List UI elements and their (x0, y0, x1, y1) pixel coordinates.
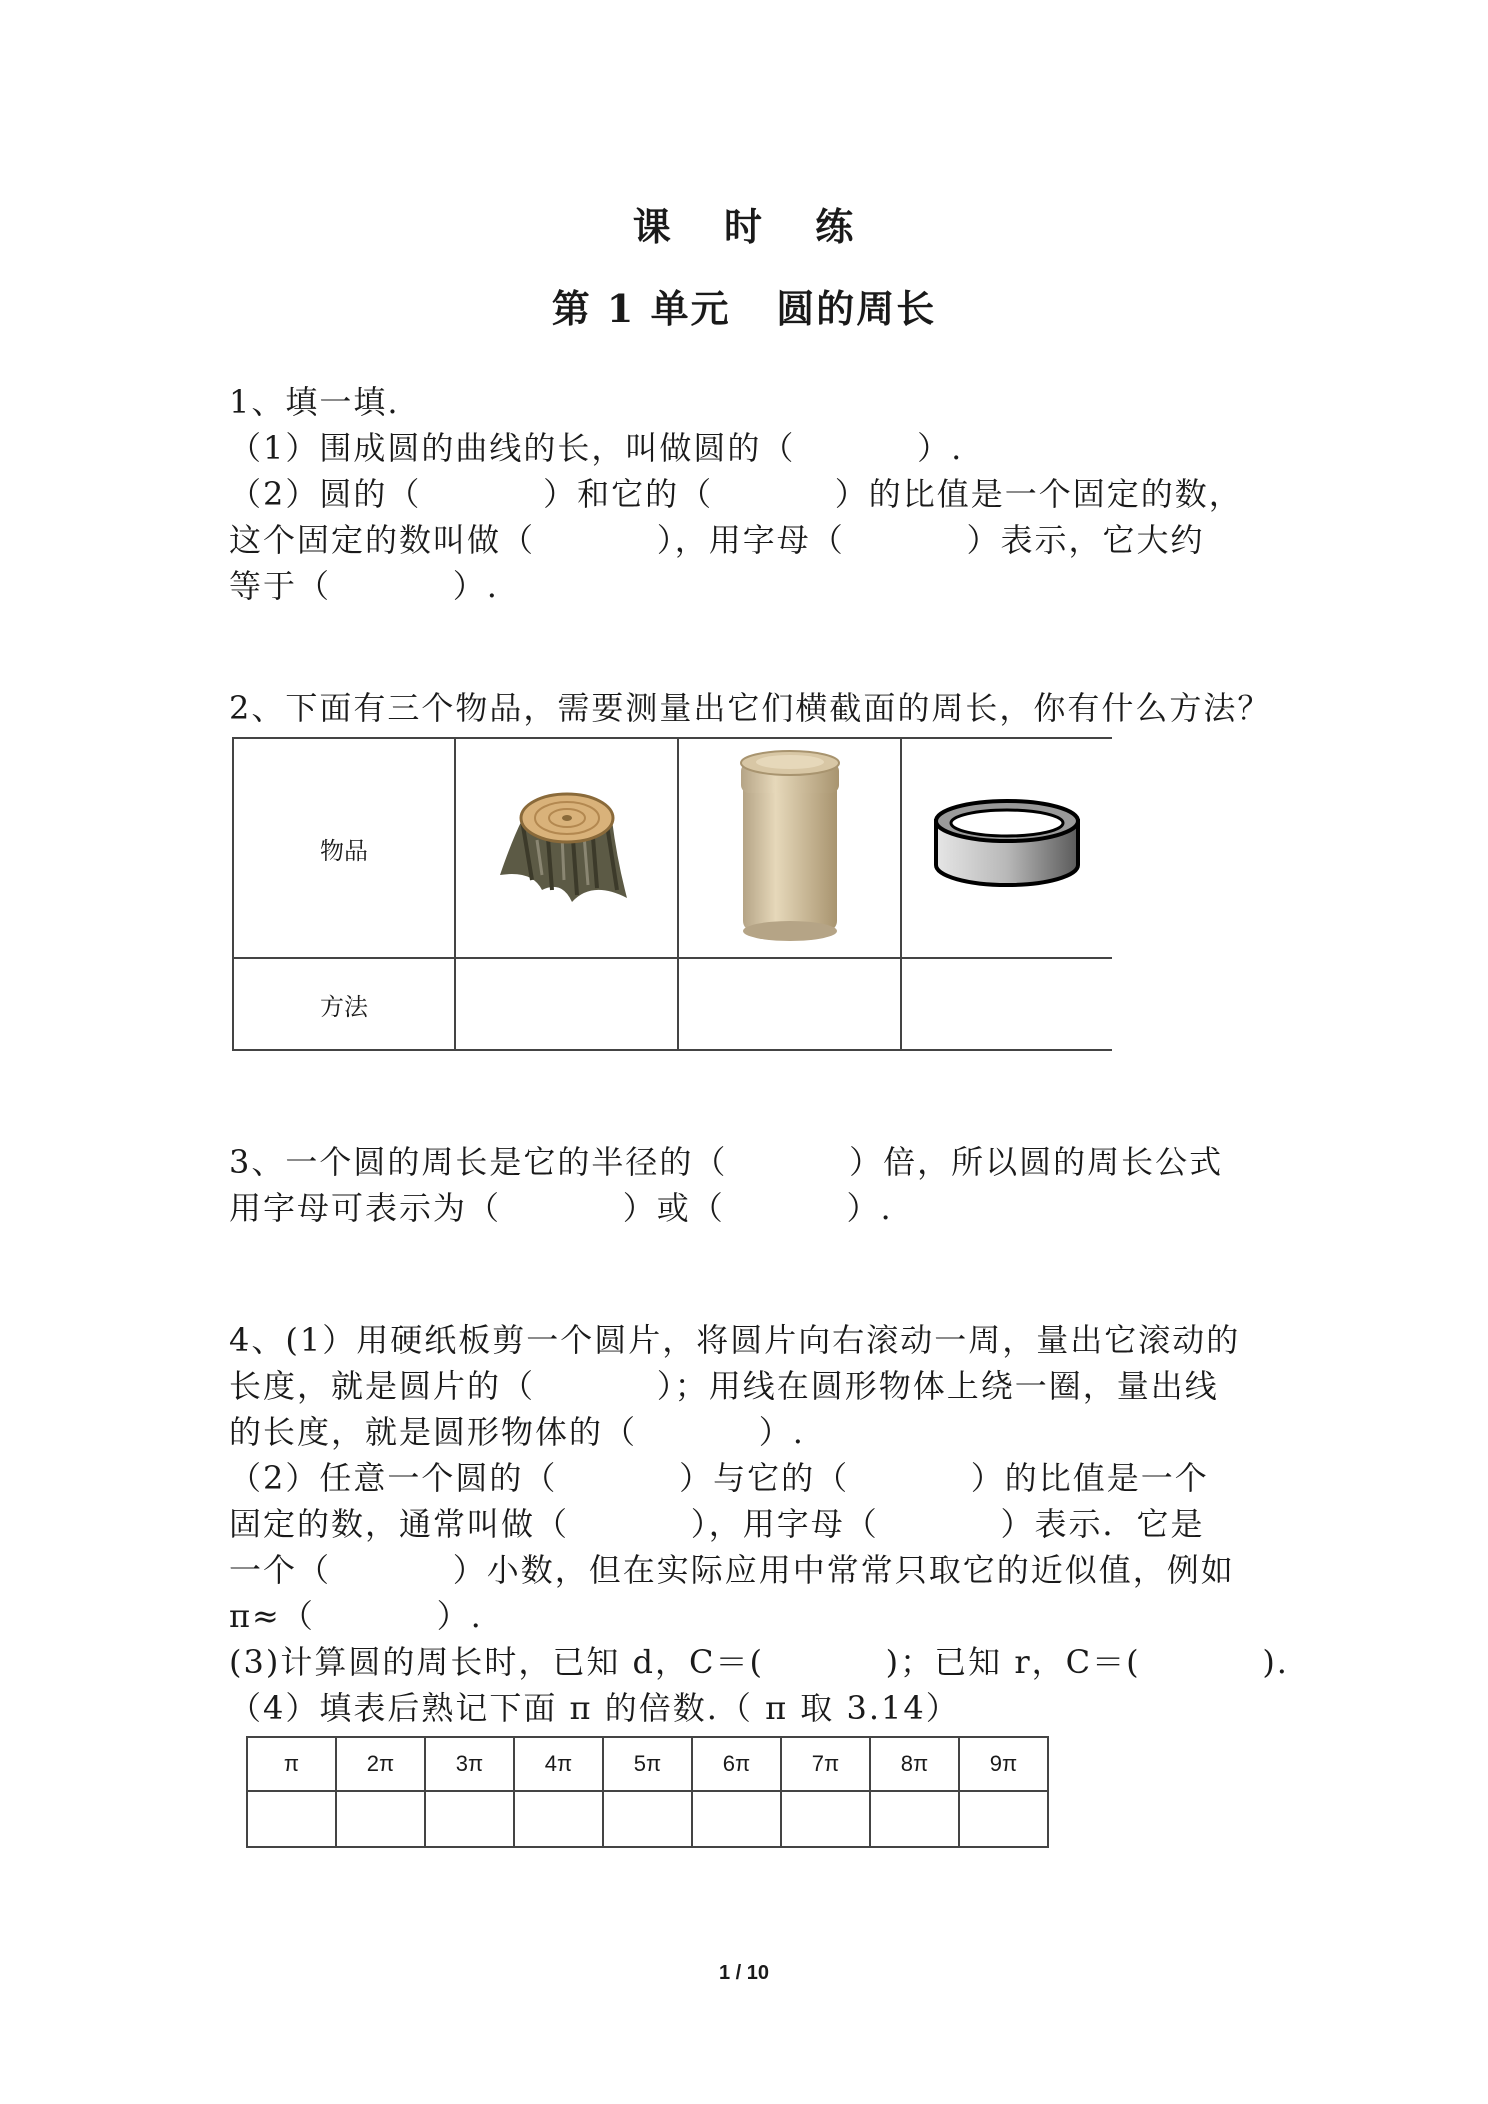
method-cell[interactable] (901, 958, 1112, 1050)
pi-value-cell[interactable] (781, 1791, 870, 1847)
row-label-items: 物品 (233, 738, 455, 958)
page-title (0, 196, 1488, 251)
q4-line: 的长度，就是圆形物体的（ ）. (229, 1413, 805, 1451)
q1-line: 这个固定的数叫做（ ），用字母（ ）表示，它大约 (229, 521, 1205, 559)
pi-header-cell: 6π (692, 1737, 781, 1791)
pi-header-cell: 9π (959, 1737, 1048, 1791)
title-char: 时 (723, 204, 764, 249)
pi-value-cell[interactable] (247, 1791, 336, 1847)
pi-value-cell[interactable] (692, 1791, 781, 1847)
q4-line: 长度，就是圆片的（ ）；用线在圆形物体上绕一圈，量出线 (229, 1367, 1219, 1405)
q4-line: 固定的数，通常叫做（ ），用字母（ ）表示．它是 (229, 1505, 1205, 1543)
row-label-method: 方法 (233, 958, 455, 1050)
title-char: 练 (815, 204, 856, 249)
pi-value-cell[interactable] (959, 1791, 1048, 1847)
pi-header-cell: 7π (781, 1737, 870, 1791)
pi-header-cell: 2π (336, 1737, 425, 1791)
q1-heading: 1、填一填. (229, 383, 400, 421)
pi-value-cell[interactable] (870, 1791, 959, 1847)
pi-value-cell[interactable] (336, 1791, 425, 1847)
q4-line: 一个（ ）小数，但在实际应用中常常只取它的近似值，例如 (229, 1551, 1235, 1589)
title-char: 课 (632, 204, 673, 249)
pi-value-cell[interactable] (425, 1791, 514, 1847)
tree-stump-cell (455, 738, 678, 958)
q4-line: (3)计算圆的周长时，已知 d，C＝( )；已知 r，C＝( ). (229, 1643, 1289, 1681)
pi-header-cell: 5π (603, 1737, 692, 1791)
pi-header-cell: 3π (425, 1737, 514, 1791)
unit-subtitle: 第 1 单元 圆的周长 (551, 286, 937, 331)
q2-table (232, 737, 1112, 1051)
pi-header-cell: 4π (514, 1737, 603, 1791)
q1-line: 等于（ ）. (229, 567, 499, 605)
method-cell[interactable] (678, 958, 901, 1050)
q3-line: 3、一个圆的周长是它的半径的（ ）倍，所以圆的周长公式 (229, 1143, 1224, 1181)
tin-can-cell (678, 738, 901, 958)
q3-line: 用字母可表示为（ ）或（ ）. (229, 1189, 893, 1227)
q1-line: （2）圆的（ ）和它的（ ）的比值是一个固定的数， (229, 475, 1243, 513)
ring-image (932, 795, 1082, 895)
pi-multiples-table (246, 1736, 1049, 1848)
pi-value-cell[interactable] (603, 1791, 692, 1847)
page-number: 1 / 10 (718, 1962, 770, 1984)
q4-line: 4、(1）用硬纸板剪一个圆片，将圆片向右滚动一周，量出它滚动的 (229, 1321, 1241, 1359)
pi-value-cell[interactable] (514, 1791, 603, 1847)
pi-header-cell: 8π (870, 1737, 959, 1791)
method-cell[interactable] (455, 958, 678, 1050)
tin-can-image (735, 745, 845, 945)
ring-cell (901, 738, 1112, 958)
q1-line: （1）围成圆的曲线的长，叫做圆的（ ）. (229, 429, 964, 467)
q4-line: （2）任意一个圆的（ ）与它的（ ）的比值是一个 (229, 1459, 1209, 1497)
tree-stump-image (492, 780, 642, 910)
q4-line: π≈（ ）. (229, 1597, 483, 1635)
q2-heading: 2、下面有三个物品，需要测量出它们横截面的周长，你有什么方法？ (229, 689, 1272, 727)
q4-line: （4）填表后熟记下面 π 的倍数.（ π 取 3.14） (229, 1689, 960, 1727)
pi-header-cell: π (247, 1737, 336, 1791)
